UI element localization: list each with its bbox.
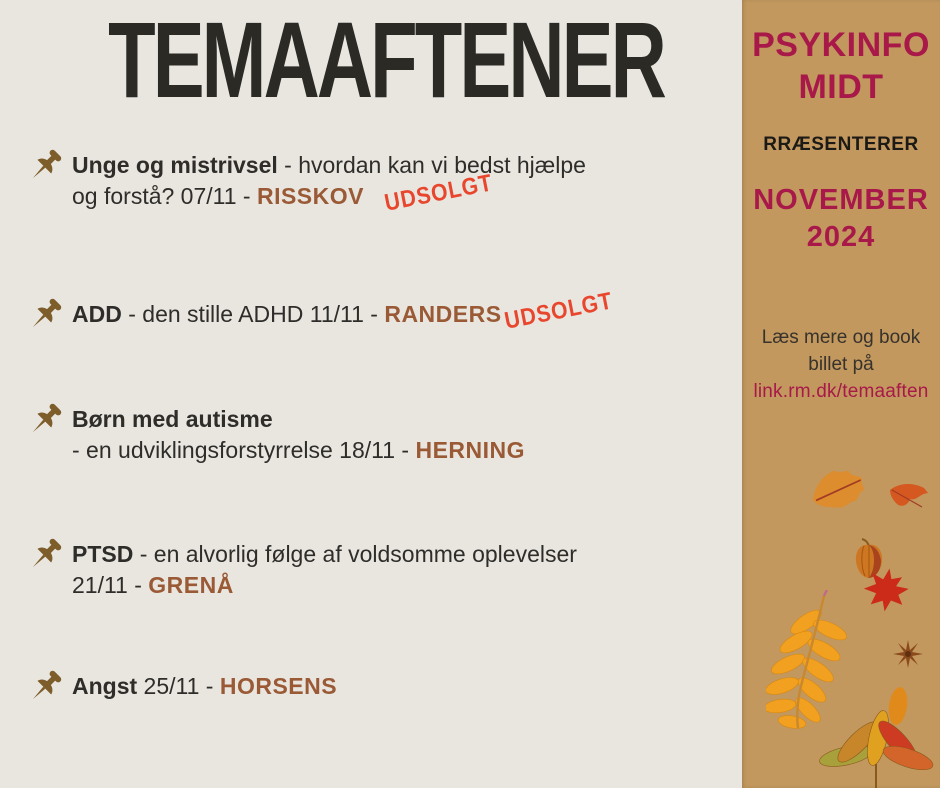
- event-line-1: [72, 150, 586, 181]
- brand-line-1: PSYKINFO: [752, 26, 930, 64]
- event-line-2: [72, 435, 525, 466]
- brand-title: [742, 24, 940, 108]
- event-topic: ADD: [72, 301, 122, 327]
- event-location: RANDERS: [384, 301, 502, 327]
- booking-text-line-1: Læs mere og book: [761, 327, 921, 348]
- event-line-1: [72, 539, 577, 570]
- event-text: [72, 287, 615, 335]
- pushpin-icon: [26, 401, 64, 439]
- brand-line-2: MIDT: [798, 68, 884, 106]
- event-description: - en alvorlig følge af voldsomme oplevelser: [133, 541, 577, 567]
- event-location: HORSENS: [219, 673, 338, 699]
- event-item: [26, 671, 337, 706]
- booking-text-line-2: billet på: [808, 354, 874, 375]
- maple-leaf-image: [854, 561, 917, 619]
- event-location: RISSKOV: [256, 183, 364, 209]
- event-description: - en udviklingsforstyrrelse 18/11 -: [72, 437, 416, 463]
- page-title: [0, 0, 742, 120]
- event-description: og forstå? 07/11 -: [72, 183, 257, 209]
- event-line-1: [72, 299, 502, 330]
- oak-leaf-image: [805, 460, 876, 522]
- pushpin-icon: [26, 536, 64, 574]
- event-line-1: [72, 404, 525, 435]
- event-item: [26, 539, 577, 601]
- event-text: [72, 150, 586, 217]
- event-topic: Børn med autisme: [72, 406, 273, 432]
- event-location: HERNING: [415, 437, 526, 463]
- event-item: [26, 150, 586, 217]
- event-line-1: [72, 671, 337, 702]
- event-item: [26, 404, 525, 466]
- month-label: NOVEMBER: [753, 184, 929, 216]
- event-text: [72, 671, 337, 702]
- sidebar-panel: [742, 0, 940, 788]
- event-location: GRENÅ: [148, 572, 234, 598]
- pushpin-icon: [26, 147, 64, 185]
- event-topic: PTSD: [72, 541, 134, 567]
- pushpin-icon: [26, 296, 64, 334]
- event-text: [72, 539, 577, 601]
- event-line-2: [72, 181, 586, 212]
- soldout-stamp: UDSOLGT: [382, 169, 495, 217]
- booking-link[interactable]: link.rm.dk/temaaften: [753, 381, 929, 402]
- event-text: [72, 404, 525, 466]
- page-title-text: TEMAAFTENER: [108, 0, 664, 120]
- event-description: - den stille ADHD 11/11 -: [121, 301, 385, 327]
- event-description: 21/11 -: [72, 572, 149, 598]
- event-item: [26, 287, 615, 335]
- event-description: 25/11 -: [137, 673, 220, 699]
- star-anise-image: [891, 638, 925, 670]
- month-year: [742, 182, 940, 256]
- pushpin-icon: [26, 668, 64, 706]
- year-label: 2024: [806, 221, 876, 253]
- booking-info: [742, 324, 940, 405]
- event-topic: Unge og mistrivsel: [72, 152, 278, 178]
- event-line-2: [72, 570, 577, 601]
- event-description: - hvordan kan vi bedst hjælpe: [277, 152, 586, 178]
- red-leaf-image: [888, 481, 930, 519]
- presents-label: RRÆSENTERER: [763, 134, 919, 155]
- event-topic: Angst: [72, 673, 138, 699]
- soldout-stamp: UDSOLGT: [502, 287, 615, 335]
- chestnut-leaf-image: [816, 684, 934, 788]
